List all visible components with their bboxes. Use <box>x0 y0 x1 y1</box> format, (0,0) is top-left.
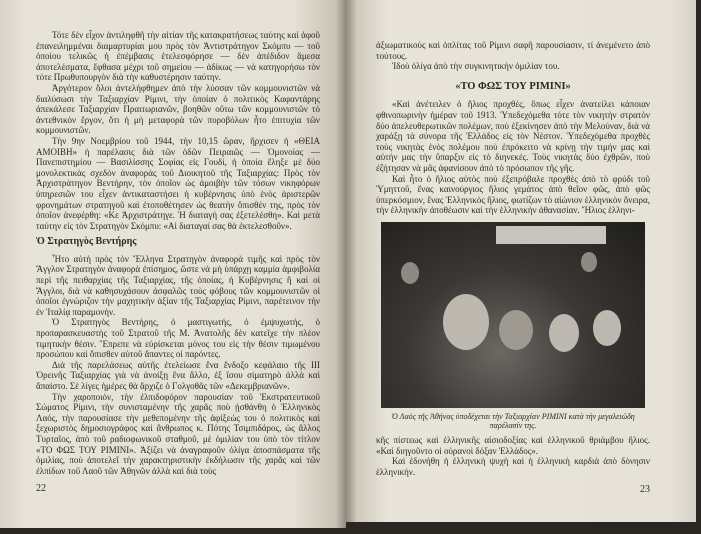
left-text-column <box>36 30 320 495</box>
speech-title: «ΤΟ ΦΩΣ ΤΟΥ ΡΙΜΙΝΙ» <box>455 80 571 92</box>
paragraph: Ἦτο αὐτὴ πρὸς τὸν Ἕλληνα Στρατηγὸν ἀναφορὰ τιμῆς καὶ πρὸς τὸν Ἄγγλον Στρατηγὸν ἀναφορὰ ἐπίσημος, ὥστε νὰ μὴ ὑπάρχῃ καμμία ἀμφιβολία περὶ τῆς πειθαρχίας τῆς Ταξιαρχίας, τῆς ὁποίας, ἡ Κυβέρνησις ἢ καὶ οἱ Ἄγγλοι, διὰ νὰ καθησυχάσουν ἀσφαλῶς τοὺς φόβους τῶν κομμουνιστῶν οἱ ὁποῖοι ἐγνώριζον τὴν μαχητικὴν ἀξίαν τῆς Ταξιαρχίας Ρίμινι, παρέτεινον τὴν ἐν Ἰταλίᾳ παραμονήν. <box>36 253 320 317</box>
paragraph: κῆς πίστεως καὶ ἑλληνικῆς αἰσιοδοξίας καὶ ἑλληνικοῦ θριάμβου ἥλιος. «Καὶ διηγοῦντο οἱ οὐρανοὶ δόξαν Ἑλλάδος». <box>376 434 650 456</box>
photo-figure <box>581 252 597 272</box>
paragraph: Τὴν 9ην Νοεμβρίου τοῦ 1944, τὴν 10,15 ὥραν, ἤρχισεν ἡ «ΘΕΙΑ ΑΜΟΙΒΗ» ἡ παρέλασις διὰ τῶν ὁδῶν Πειραιῶς — Ὁμονοίας — Πανεπιστημίου — Βασιλίσσης Σοφίας εἰς Γουδί, ἡ ὁποία ἔληξε μὲ δύο μονολεκτικὰς σχεδὸν ἀναφορὰς τοῦ Διοικητοῦ τῆς Ταξιαρχίας: Πρὸς τὸν Ἀρχιστράτηγον Βεντήρην, τὸν ὁποῖον ὡς ἀμοιβὴν τῶν τόσων νικηφόρων ὑπηρεσιῶν του εἶχεν ἀντικαταστήσει ἡ κυβέρνησις ὑπὸ ἑνὸς ἀριστερῶν φρονημάτων στρατηγοῦ καὶ ἐτοποθέτησεν ὡς θεατὴν ὄπισθέν της, πρὸς τὸν ὁποῖον ἀνεφέρθη: «Κε Ἀρχιστράτηγε. Ἡ διαταγή σας ἐξετελέσθη». Καὶ μετὰ ταύτην εἰς τὸν Στρατηγὸν Σκόμπυ: «Αἱ διαταγαί σας θὰ ἐκτελεσθοῦν». <box>36 135 320 231</box>
page-number: 23 <box>640 484 650 496</box>
photo-sign <box>496 226 606 244</box>
right-text-column <box>376 40 650 496</box>
paragraph: Καὶ ἦτο ὁ ἥλιος αὐτὸς ποὺ ἐξεπρόβαλε προχθὲς ἀπὸ τὸ φρύδι τοῦ Ὑμηττοῦ, ἕνας καινούργιος ἥλιος γεμάτος ἀπὸ θεῖον φῶς, ἀπὸ φῶς ὑπερκόσμιον, ἕνας Ἑλληνικὸς ἥλιος, φωτίζων τὸ αἰώνιον ἑλληνικὸν ὅνειρα, τὴν ἑλληνικὴν ἀποθέωσιν καὶ τὴν ἑλληνικὴν ἀθανασίαν. Ἥλιος ἑλληνι- <box>376 173 650 216</box>
photo-figure <box>549 314 579 352</box>
paragraph: «Καὶ ἀνέτειλεν ὁ ἥλιος προχθές, ὅπως εἶχεν ἀνατείλει κάποιαν φθινοπωρινὴν ἡμέραν τοῦ 1913. Ὑπεδεχόμεθα τότε τὸν νικητὴν στρατὸν δύο ἀπελευθερωτικῶν πολέμων, ποὺ ἐξεκίνησεν ἀπὸ τὴν Μελούναν, διὰ νὰ χαράξῃ τὰ σύνορα τῆς Ἑλλάδος εἰς τὸν Νέστον. Ὑπεδεχόμεθα προχθὲς τοὺς νικητὰς ἑνὸς πολέμου ποὺ ἐπρόκειτο νὰ κρίνῃ τὴν τιμήν μας καὶ αὐτήν μας τὴν ὕπαρξιν εἰς τὸ διηνεκές. Τοὺς νικητὰς δύο ἐχθρῶν, ποὺ ἐζήτησαν νὰ μᾶς ἀφανίσουν ἀπὸ τὸ πρόσωπον τῆς γῆς. <box>376 99 650 173</box>
paragraph: Τότε δὲν εἶχον ἀντιληφθῆ τὴν αἰτίαν τῆς κατακρατήσεως ταύτης καὶ ἀφοῦ ἐπανειλημμέναι διαμαρτυρίαι μου πρὸς τὸν Ἀντιστράτηγον Σκόμπυ — τοῦ ὁποίου τελικῶς ἡ ἐπέμβασις ἐτελεσφόρησε — δὲν ἀπέδιδον ἄμεσα ἀποτελέσματα, ἔφθασα μέχρι τοῦ σημείου — ἀδίκως — νὰ κατηγορήσω τὸν τότε Πρωθυπουργὸν διὰ τὴν καθυστέρησιν ταύτην. <box>36 30 320 83</box>
parade-photograph <box>381 222 645 408</box>
photo-figure <box>401 262 419 284</box>
photo-caption: Ὁ Λαὸς τῆς Ἀθήνας ὑποδέχεται τὴν Ταξιαρχίαν ΡΙΜΙΝΙ κατὰ τὴν μεγαλειώδη παρέλασίν της. <box>391 411 635 431</box>
paragraph: Καὶ ἐδονήθη ἡ ἑλληνικὴ ψυχὴ καὶ ἡ ἑλληνικὴ καρδιὰ ἀπὸ δόνησιν ἑλληνικήν. <box>376 456 650 477</box>
photo-figure <box>593 310 621 346</box>
paragraph: Ἀργότερον ὅλοι ἀντελήφθημεν ἀπὸ τὴν λύσσαν τῶν κομμουνιστῶν νὰ διαλύσωσι τὴν Ταξιαρχίαν Ρίμινι, τὴν ὁποίαν ὁ πολιτικὸς Καφαντάρης ἀπεκάλεσε Ταξιαρχίαν Πραιτωριανῶν, βοηθῶν οὕτω τῶν κομμουνιστῶν τὸ ἀντεθνικὸν ἔργον, ὅτι ἡ μὴ μεταφορὰ τῶν πυροβόλων ἦτο ἐπιτυχία τῶν κομμουνιστῶν. <box>36 82 320 136</box>
paragraph: ἀξιωματικοὺς καὶ ὁπλίτας τοῦ Ρίμινι σαφῆ παρουσίασιν, τί ἀνεμένετο ἀπὸ τούτους. <box>376 40 650 61</box>
photo-figure <box>499 310 533 350</box>
section-heading: Ὁ Στρατηγὸς Βεντήρης <box>36 236 137 248</box>
page-number: 22 <box>36 483 46 495</box>
paragraph: Διὰ τῆς παρελάσεως αὐτῆς ἐτελείωσε ἕνα ἔνδοξο κεφάλαιο τῆς ΙΙΙ Ὀρεινῆς Ταξιαρχίας γιὰ νὰ ἀνοίξῃ ἕνα ἄλλο, ἐξ ἴσου σίματηρὸ ἀλλὰ καὶ ἄπαίστο. Σὲ λίγες ἡμέρες θὰ ἄρχιζε ὁ Γολγοθᾶς τῶν «Δεκεμβριανῶν». <box>36 359 320 391</box>
paragraph: Ὁ Στρατηγὸς Βεντήρης, ὁ μαστιγωτής, ὁ ἐμψυχωτής, ὁ προπαρασκευαστὴς τοῦ Στρατοῦ τῆς Μ. Ἀνατολῆς δὲν κατεῖχε τὴν πλέον τιμητικὴν θέσιν. Ἔπρεπε νὰ εὑρίσκεται μόνος του εἰς τὴν θέσιν τιμωμένου προσώπου καὶ ὄπισθεν αὐτοῦ ἅπαντες οἱ παρόντες. <box>36 317 320 360</box>
photo-figure <box>443 294 489 350</box>
paragraph: Ἰδοὺ ὀλίγα ἀπὸ τὴν συγκινητικὴν ὁμιλίαν του. <box>392 61 560 72</box>
paragraph: Τὴν χαροποιόν, τὴν ἐλπιδοφόρον παρουσίαν τοῦ Ἐκστρατευτικοῦ Σώματος Ρίμινι, τὴν συνισταμένην τῆς χαρᾶς ποὺ ᾐσθάνθη ὁ Ἑλληνικὸς Λαός, τὴν παρουσίασε τὴν μεθεπομένην τῆς ἀφίξεώς του ὁ πολιτικὸς καὶ ξεχωριστὸς δημοσιογράφος καὶ ἄνθρωπος κ. Πότης Τσιμπιδάρος, ὡς ἄλλος Τυρταῖος, ἀπὸ τοῦ ραδιοφωνικοῦ σταθμοῦ, μὲ ὁμιλίαν του ὑπὸ τὸν τίτλον «ΤΟ ΦΩΣ ΤΟΥ ΡΙΜΙΝΙ». Ἀξίζει νὰ ἀναγραφοῦν ὀλίγα ἀποσπάσματα τῆς ὁμιλίας, ποὺ ἀποτελεῖ τὴν χαρακτηριστικὴν ἐκδήλωσιν τῆς χαρᾶς καὶ τῶν ἐλπίδων τοῦ Λαοῦ τῶν Ἀθηνῶν ἀλλὰ καὶ διὰ τοὺς <box>36 391 320 476</box>
